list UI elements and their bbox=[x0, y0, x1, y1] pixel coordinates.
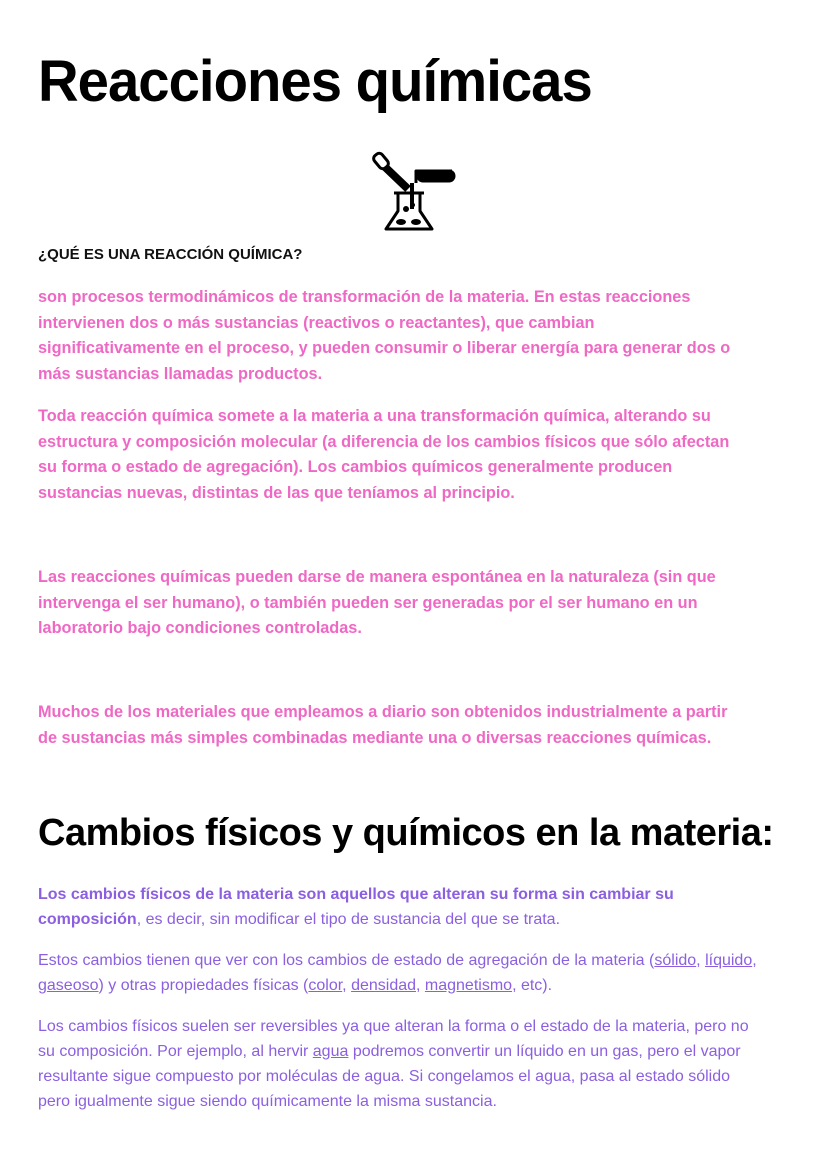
link-magnetismo[interactable]: magnetismo bbox=[424, 977, 513, 994]
text-line: Toda reacción química somete a la materia a una transformación química, alterando su bbox=[38, 407, 711, 425]
text-line: intervenga el ser humano), o también pueden ser generadas por el ser humano en un bbox=[38, 593, 698, 612]
text: , bbox=[752, 952, 757, 969]
text: , etc). bbox=[512, 977, 553, 994]
text: podremos convertir un líquido en un gas, pero el vapor bbox=[348, 1043, 741, 1060]
text: su composición. Por ejemplo, al hervir bbox=[38, 1043, 313, 1060]
page-title: Reacciones químicas bbox=[38, 49, 592, 114]
text-line: Los cambios físicos suelen ser reversibles ya que alteran la forma o el estado de la materia, pero no bbox=[38, 1018, 749, 1035]
text-line: de sustancias más simples combinadas mediante una o diversas reacciones químicas. bbox=[38, 728, 712, 747]
paragraph-states bbox=[38, 948, 757, 998]
text-line: más sustancias llamadas productos. bbox=[38, 364, 323, 383]
text: , bbox=[416, 977, 425, 994]
text-line: significativamente en el proceso, y pueden consumir o liberar energía para generar dos o bbox=[38, 339, 731, 357]
text-line: su forma o estado de agregación). Los cambios químicos generalmente producen bbox=[38, 458, 673, 476]
text-line: pero igualmente sigue siendo químicamente la misma sustancia. bbox=[38, 1093, 497, 1110]
bold-text: Los cambios físicos de la materia son aquellos que alteran su forma sin cambiar su bbox=[38, 886, 674, 903]
text-line: son procesos termodinámicos de transformación de la materia. En estas reacciones bbox=[38, 288, 691, 306]
section-heading: Cambios físicos y químicos en la materia: bbox=[38, 812, 774, 854]
text-line: laboratorio bajo condiciones controladas. bbox=[38, 619, 362, 637]
section-question-heading: ¿QUÉ ES UNA REACCIÓN QUÍMICA? bbox=[38, 246, 303, 263]
paragraph-materials bbox=[38, 700, 727, 751]
link-agua[interactable]: agua bbox=[312, 1043, 349, 1060]
paragraph-definition bbox=[38, 285, 730, 387]
text-line: estructura y composición molecular (a diferencia de los cambios físicos que sólo afectan bbox=[38, 432, 730, 451]
paragraph-reversible bbox=[38, 1014, 749, 1114]
text: ) y otras propiedades físicas ( bbox=[98, 977, 309, 994]
link-liquido[interactable]: líquido bbox=[705, 952, 753, 969]
link-solido[interactable]: sólido bbox=[654, 952, 697, 969]
link-color[interactable]: color bbox=[308, 977, 343, 994]
chemistry-flask-dropper-icon bbox=[370, 143, 460, 233]
bold-text: composición bbox=[38, 911, 137, 928]
paragraph-physical-changes bbox=[38, 882, 674, 932]
text: Estos cambios tienen que ver con los cambios de estado de agregación de la materia ( bbox=[38, 952, 655, 969]
text: , es decir, sin modificar el tipo de sustancia del que se trata. bbox=[136, 911, 561, 928]
text-line: Las reacciones químicas pueden darse de manera espontánea en la naturaleza (sin que bbox=[38, 568, 716, 586]
text-line: Muchos de los materiales que empleamos a diario son obtenidos industrialmente a partir bbox=[38, 703, 728, 721]
text-line: resultante sigue compuesto por moléculas de agua. Si congelamos el agua, pasa al estado sólido bbox=[38, 1068, 730, 1085]
link-densidad[interactable]: densidad bbox=[351, 977, 417, 994]
text: , bbox=[696, 952, 706, 969]
text-line: sustancias nuevas, distintas de las que teníamos al principio. bbox=[38, 483, 515, 502]
paragraph-spontaneous bbox=[38, 565, 716, 642]
paragraph-transformation bbox=[38, 404, 729, 506]
text-line: intervienen dos o más sustancias (reactivos o reactantes), que cambian bbox=[38, 313, 595, 332]
link-gaseoso[interactable]: gaseoso bbox=[38, 977, 99, 994]
text: , bbox=[342, 977, 352, 994]
